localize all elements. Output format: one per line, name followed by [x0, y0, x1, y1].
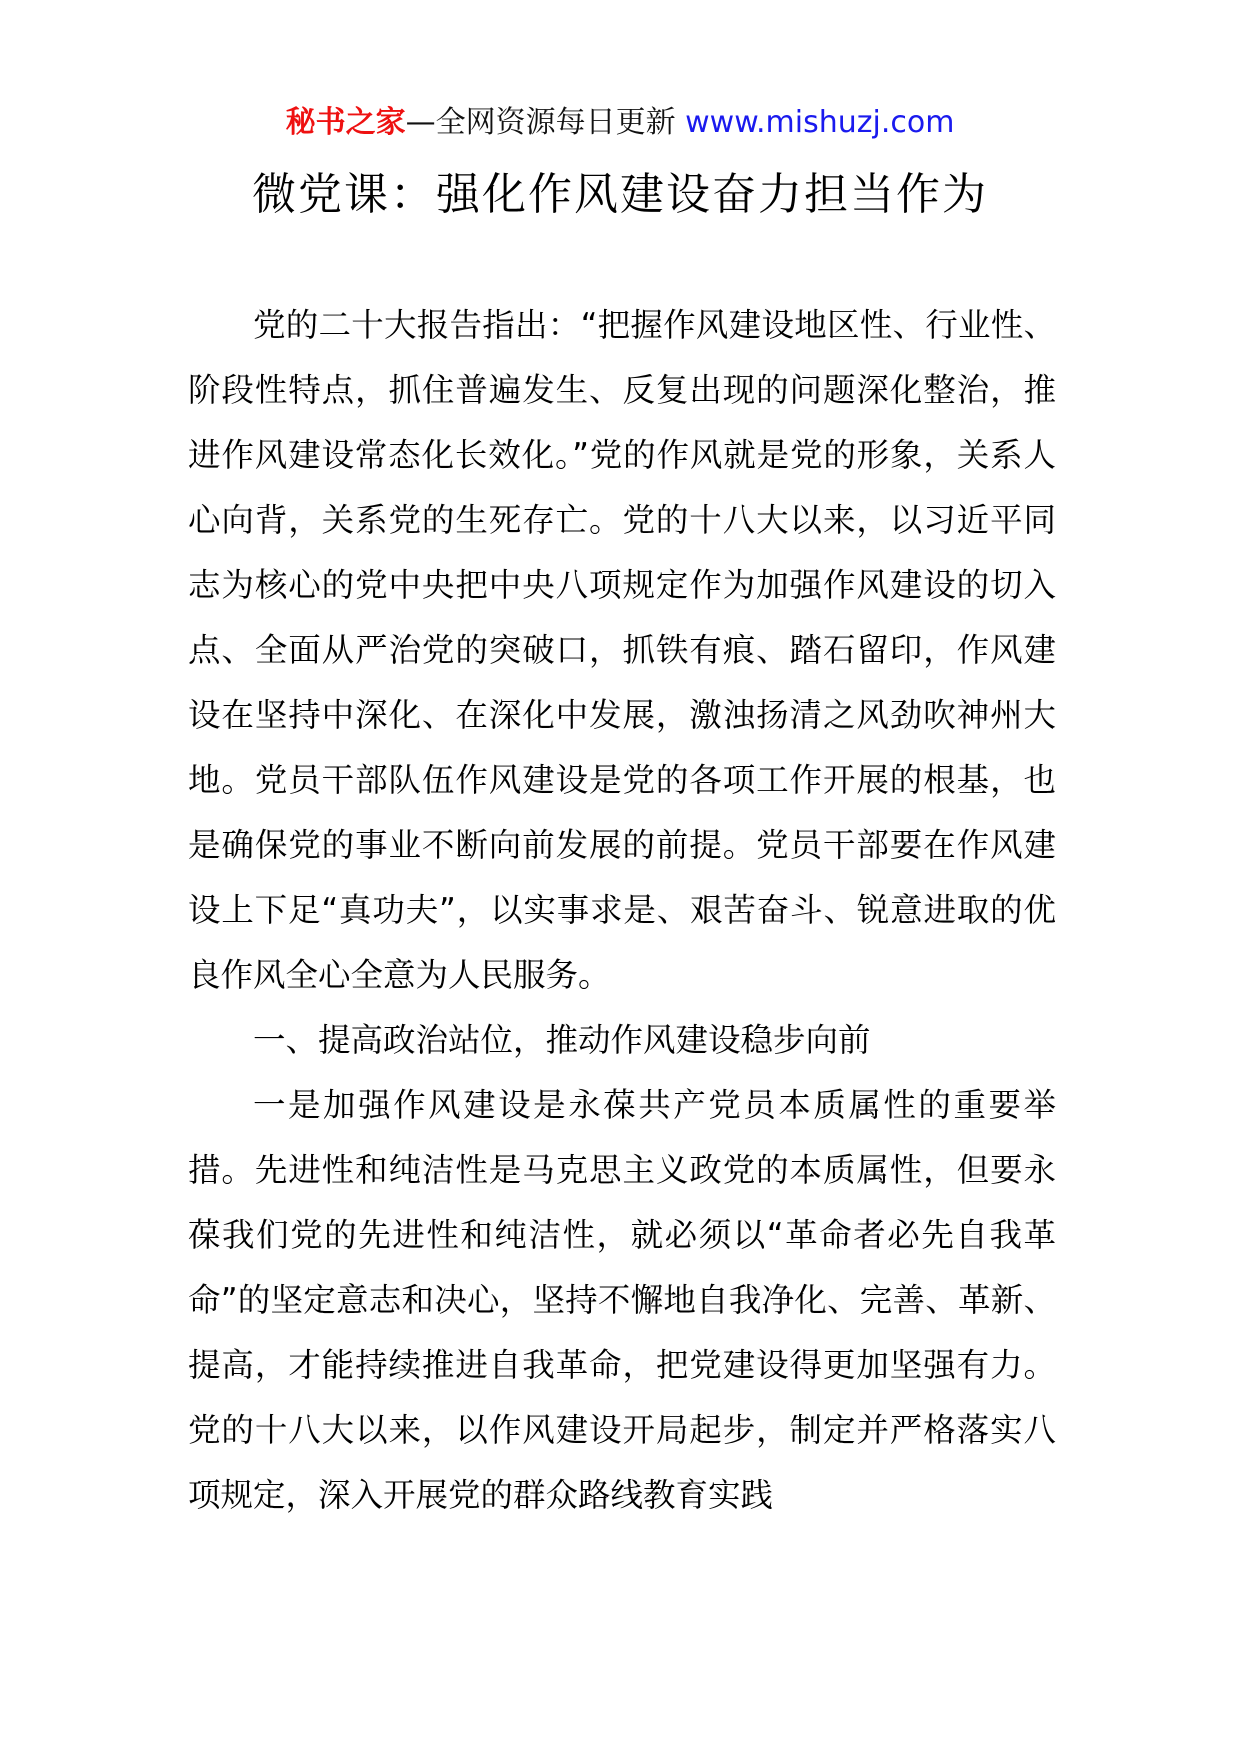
site-header: [0, 101, 1240, 145]
section-heading: 一、提高政治站位，推动作风建设稳步向前: [253, 1021, 871, 1059]
document-body: [188, 293, 1056, 1528]
paragraph-intro: 党的二十大报告指出：“把握作风建设地区性、行业性、阶段性特点，抓住普遍发生、反复出现的问题深化整治，推进作风建设常态化长效化。”党的作风就是党的形象，关系人心向背，关系党的生死存亡。党的十八大以来，以习近平同志为核心的党中央把中央八项规定作为加强作风建设的切入点、全面从严治党的突破口，抓铁有痕、踏石留印，作风建设在坚持中深化、在深化中发展，激浊扬清之风劲吹神州大地。党员干部队伍作风建设是党的各项工作开展的根基，也是确保党的事业不断向前发展的前提。党员干部要在作风建设上下足“真功夫”，以实事求是、艰苦奋斗、锐意进取的优良作风全心全意为人民服务。: [188, 306, 1056, 994]
paragraph-point-one: 一是加强作风建设是永葆共产党员本质属性的重要举措。先进性和纯洁性是马克思主义政党的本质属性，但要永葆我们党的先进性和纯洁性，就必须以“革命者必先自我革命”的坚定意志和决心，坚持不懈地自我净化、完善、革新、提高，才能持续推进自我革命，把党建设得更加坚强有力。党的十八大以来，以作风建设开局起步，制定并严格落实八项规定，深入开展党的群众路线教育实践: [188, 1086, 1056, 1514]
site-url-link[interactable]: www.mishuzj.com: [685, 105, 955, 140]
site-brand: 秘书之家: [285, 105, 406, 140]
site-tagline: —全网资源每日更新: [405, 105, 686, 140]
document-title: 微党课：强化作风建设奋力担当作为: [252, 169, 988, 220]
